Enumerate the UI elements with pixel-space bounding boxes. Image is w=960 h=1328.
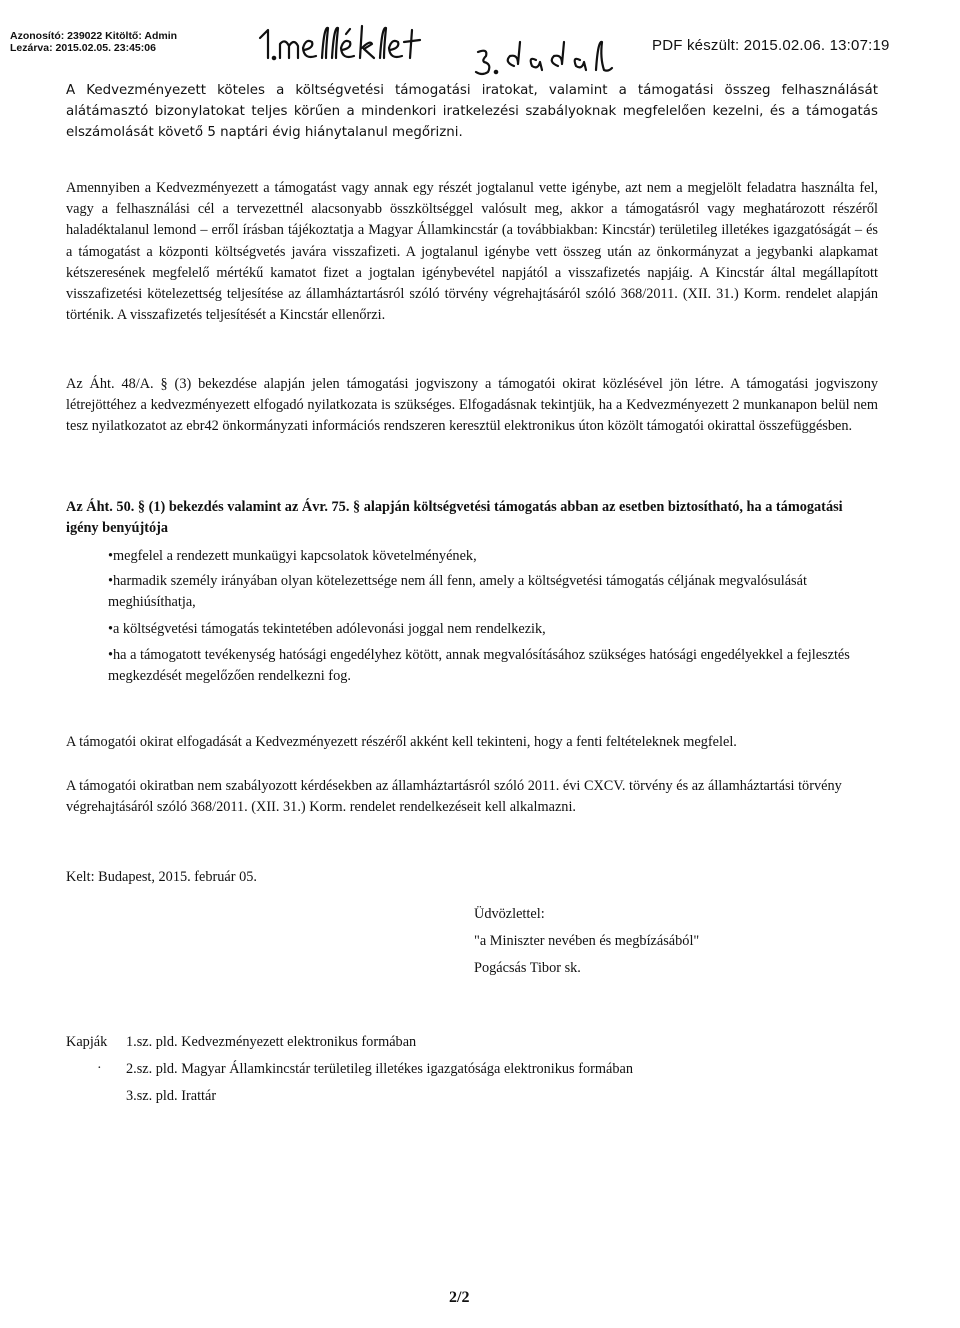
legal-relationship-paragraph: Az Áht. 48/A. § (3) bekezdése alapján jelen támogatási jogviszony a támogatói okirat közlésével jön létre. A támogatási jogviszony létrejöttéhez a kedvezményezett elfogadó nyilatkozata is szükséges. Elfogadásnak tekintjük, ha a Kedvezményezett 2 munkanapon belül nem tesz nyilatkozatot az ebr42 önkormányzati információs rendszeren keresztül elektronikus úton közölt támogatói okirattal összefüggésben. [66,376,878,435]
acceptance-statement: A támogatói okirat elfogadását a Kedvezményezett részéről akként kell tekinteni, hogy a fenti feltételeknek megfelel. [66,734,737,750]
repayment-paragraph: Amennyiben a Kedvezményezett a támogatást vagy annak egy részét jogtalanul vette igénybe, azt nem a megjelölt feladatra használta fel, vagy a felhasználási cél a tervezettnél alacsonyabb összköltséggel valósult meg, akkor a támogatásról vagy meghatározott részéről haladéktalanul lemond – erről írásban tájékoztatja a Magyar Államkincstár (a továbbiakban: Kincstár) területileg illetékes igazgatóságát – és a támogatást a központi költségvetés javára visszafizeti. A jogtalanul igénybe vett összeg után az önkormányzat a jegybanki alapkamat kétszeresének megfelelő mértékű kamatot fizet a jogtalan igénybevétel napjától a visszafizetés napjáig. A Kincstár által megállapított visszafizetési kötelezettség teljesítése az államháztartásról szóló törvény végrehajtásáról szóló 368/2011. (XII. 31.) Korm. rendelet alapján történik. A visszafizetés teljesítését a Kincstár ellenőrzi. [66,180,878,324]
conditions-title: Az Áht. 50. § (1) bekezdés valamint az Ávr. 75. § alapján költségvetési támogatás abban az esetben biztosítható, ha a támogatási igény benyújtója [66,499,843,537]
distribution-label: Kapják [66,1034,108,1050]
signature-on-behalf: "a Miniszter nevében és megbízásából" [474,933,700,949]
date-place: Kelt: Budapest, 2015. február 05. [66,869,257,885]
document-id-block [10,30,177,54]
applicable-law-statement: A támogatói okiratban nem szabályozott kérdésekben az államháztartásról szóló 2011. évi CXCV. törvény és az államháztartási törvény végrehajtásáról szóló 368/2011. (XII. 31.) Korm. rendelet rendelkezéseit kell alkalmazni. [66,778,842,816]
distribution-item: 1.sz. pld. Kedvezményezett elektronikus formában [126,1034,417,1050]
closed-date-line: Lezárva: 2015.02.05. 23:45:06 [10,42,156,54]
margin-dot: · [97,1061,102,1076]
page-number: 2/2 [449,1289,470,1306]
signatory-name: Pogácsás Tibor sk. [474,960,581,976]
condition-item: •megfelel a rendezett munkaügyi kapcsolatok követelményének, [108,548,477,564]
distribution-item: 3.sz. pld. Irattár [126,1088,217,1104]
handwritten-annotation [252,18,622,76]
distribution-item: 2.sz. pld. Magyar Államkincstár területileg illetékes igazgatósága elektronikus formában [126,1061,633,1077]
condition-item: •a költségvetési támogatás tekintetében adólevonási joggal nem rendelkezik, [108,621,546,637]
document-id-line: Azonosító: 239022 Kitöltő: Admin [10,30,178,42]
condition-item: •ha a támogatott tevékenység hatósági engedélyhez kötött, annak megvalósításához szükséges hatósági engedélyekkel a fejlesztés megkezdését megelőzően rendelkezni fog. [108,647,850,685]
condition-item: •harmadik személy irányában olyan kötelezettsége nem áll fenn, amely a költségvetési támogatás céljának megvalósulását meghiúsíthatja, [108,573,807,611]
signature-greeting: Üdvözlettel: [474,906,545,922]
retention-paragraph: A Kedvezményezett köteles a költségvetési támogatási iratokat, valamint a támogatási összeg felhasználását alátámasztó bizonylatokat teljes körűen a mindenkori iratkelezési szabályoknak megfelelően kezelni, és a támogatás elszámolását követő 5 naptári évig hiánytalanul megőrizni. [66,83,878,141]
pdf-created-timestamp: PDF készült: 2015.02.06. 13:07:19 [652,37,890,54]
